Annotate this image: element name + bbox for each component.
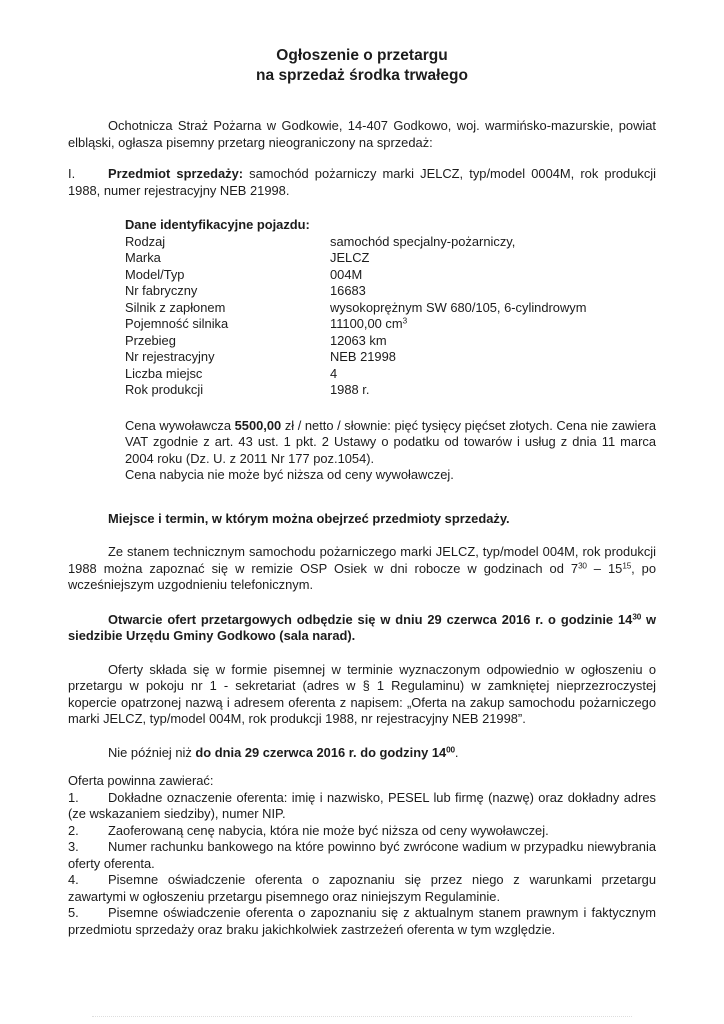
price-text-post: zł / netto / słownie: pięć tysięcy pięćset złotych. Cena nie zawiera VAT zgodnie z art. 43 ust. 1 pkt. 2 Ustawy o podatku od towarów i usług z dnia 11 marca 2004 roku (Dz. U. z 2011 Nr 177 poz.1054). (125, 417, 656, 466)
title-line-2: na sprzedaż środka trwałego (256, 67, 468, 84)
vehicle-row-nr-fabryczny (125, 283, 656, 300)
requirement-number: 5. (68, 905, 79, 920)
requirement-text: Pisemne oświadczenie oferenta o zapoznaniu się z aktualnym stanem prawnym i faktycznym przedmiotu sprzedaży oraz braku jakichkolwiek zastrzeżeń oferenta w tym względzie. (68, 905, 656, 937)
price-note: Cena nabycia nie może być niższa od ceny wywoławczej. (125, 467, 454, 482)
vehicle-row-value: NEB 21998 (330, 349, 396, 364)
price-text-pre: Cena wywoławcza (125, 417, 235, 433)
deadline-bold-text (195, 745, 454, 760)
vehicle-row-label: Pojemność silnika (125, 316, 229, 331)
engine-capacity-value: 11100,00 cm (330, 316, 403, 331)
vehicle-row-value: 12063 km (330, 332, 387, 348)
vehicle-row-label: Rodzaj (125, 233, 166, 249)
vehicle-row-label: Silnik z zapłonem (125, 299, 226, 315)
vehicle-row-label: Nr fabryczny (125, 283, 198, 298)
requirement-number: 4. (68, 872, 79, 887)
vehicle-row-label: Model/Typ (125, 266, 185, 282)
viewing-text-2: – 15 (586, 560, 623, 576)
price-block (125, 418, 656, 484)
intro-paragraph: Ochotnicza Straż Pożarna w Godkowie, 14-407 Godkowo, woj. warmińsko-mazurskie, powiat elbląski, ogłasza pisemny przetarg nieograniczony na sprzedaż: (68, 118, 656, 150)
vehicle-row-value: samochód specjalny-pożarniczy, (330, 233, 516, 249)
vehicle-data-heading: Dane identyfikacyjne pojazdu: (125, 217, 310, 232)
price-paragraph (125, 418, 656, 468)
requirement-text: Dokładne oznaczenie oferenta: imię i nazwisko, PESEL lub firmę (nazwę) oraz dokładny adres (ze wskazaniem siedziby), numer NIP. (68, 789, 656, 821)
vehicle-data-block (125, 217, 656, 399)
requirement-number: 2. (68, 822, 79, 838)
vehicle-row-value: 1988 r. (330, 382, 370, 397)
opening-text-1: Otwarcie ofert przetargowych odbędzie się w dniu 29 czerwca 2016 r. o godzinie 14 (108, 611, 633, 627)
hour-1430-superscript: 30 (632, 612, 642, 621)
deadline-paragraph (68, 745, 656, 762)
requirement-item-2 (68, 823, 656, 840)
hour-1400-superscript: 00 (446, 745, 455, 754)
section-1-numeral: I. (68, 166, 76, 181)
requirements-heading: Oferta powinna zawierać: (68, 773, 214, 788)
vehicle-row-model-typ (125, 267, 656, 284)
vehicle-row-label: Rok produkcji (125, 382, 204, 397)
vehicle-row-value: 4 (330, 365, 338, 381)
requirement-text: Pisemne oświadczenie oferenta o zapoznaniu się przez niego z warunkami przetargu zawartymi w ogłoszeniu przetargu pisemnego oraz niniejszym Regulaminie. (68, 872, 656, 904)
vehicle-row-rodzaj (125, 234, 656, 251)
vehicle-row-label: Nr rejestracyjny (125, 349, 215, 364)
opening-paragraph (68, 612, 656, 645)
vehicle-row-nr-rejestracyjny (125, 349, 656, 366)
page-bottom-scan-artifact (92, 1016, 632, 1017)
vehicle-row-pojemnosc (125, 316, 656, 333)
vehicle-row-value: wysokoprężnym SW 680/105, 6-cylindrowym (330, 299, 587, 315)
vehicle-row-value: JELCZ (330, 250, 370, 265)
vehicle-row-label: Marka (125, 250, 161, 265)
vehicle-row-value: 004M (330, 266, 363, 282)
viewing-heading: Miejsce i termin, w którym można obejrzeć przedmioty sprzedaży. (108, 510, 510, 526)
section-1-paragraph (68, 166, 656, 199)
offers-paragraph: Oferty składa się w formie pisemnej w terminie wyznaczonym odpowiednio w ogłoszeniu o przetargu w pokoju nr 1 - sekretariat (adres w § 1 Regulaminu) w zamkniętej nieprzezroczystej kopercie opatrzonej nazwą i adresem oferenta z napisem: „Oferta na zakup samochodu pożarniczego marki JELCZ, typ/model 004M, rok produkcji 1988, nr rejestracyjny NEB 21998”. (68, 661, 656, 726)
section-1-text: samochód pożarniczy marki JELCZ, typ/model 0004M, rok produkcji 1988, numer rejestracyjny NEB 21998. (68, 166, 656, 198)
vehicle-row-value: 16683 (330, 283, 366, 298)
vehicle-row-rok-produkcji (125, 382, 656, 399)
vehicle-row-silnik (125, 300, 656, 317)
requirement-number: 1. (68, 789, 79, 805)
vehicle-row-label: Przebieg (125, 332, 176, 348)
engine-capacity-superscript: 3 (402, 316, 407, 326)
requirement-text: Numer rachunku bankowego na które powinno być zwrócone wadium w przypadku niewybrania oferty oferenta. (68, 839, 656, 871)
requirement-item-4 (68, 872, 656, 905)
requirement-item-1 (68, 790, 656, 823)
hour-730-superscript: 30 (578, 561, 587, 570)
price-amount: 5500,00 (234, 417, 282, 433)
viewing-text-1: Ze stanem technicznym samochodu pożarniczego marki JELCZ, typ/model 004M, rok produkcji 1988 można zapoznać się w remizie OSP Osiek w dni robocze w godzinach od 7 (68, 544, 656, 576)
title-line-1: Ogłoszenie o przetargu (276, 47, 448, 64)
requirement-item-5 (68, 905, 656, 938)
hour-1515-superscript: 15 (622, 561, 632, 570)
requirement-number: 3. (68, 839, 79, 854)
requirement-item-3 (68, 839, 656, 872)
deadline-date-text: do dnia 29 czerwca 2016 r. do godziny 14 (195, 744, 447, 760)
vehicle-row-przebieg (125, 333, 656, 350)
document-title (68, 46, 656, 86)
deadline-text-pre: Nie później niż (108, 744, 196, 760)
opening-text-2: w siedzibie Urzędu Gminy Godkowo (sala narad). (68, 611, 656, 643)
requirement-text: Zaoferowaną cenę nabycia, która nie może być niższa od ceny wywoławczej. (108, 822, 549, 838)
section-1-label: Przedmiot sprzedaży: (108, 166, 244, 181)
vehicle-row-label: Liczba miejsc (125, 365, 203, 381)
vehicle-row-value (330, 316, 656, 333)
vehicle-row-liczba-miejsc (125, 366, 656, 383)
viewing-text-3: , po wcześniejszym uzgodnieniu telefonicznym. (68, 560, 657, 592)
vehicle-row-marka (125, 250, 656, 267)
deadline-text-end: . (454, 744, 459, 760)
viewing-paragraph (68, 544, 656, 594)
